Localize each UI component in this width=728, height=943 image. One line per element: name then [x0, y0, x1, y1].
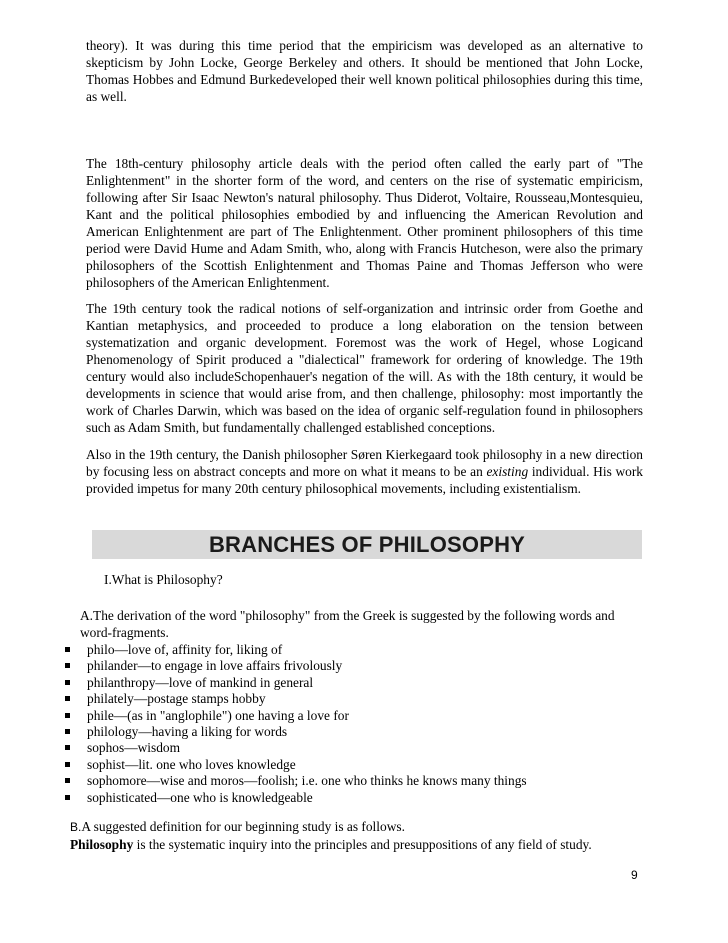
p4-text-start: Also in the 19th century, the Danish philosopher Søren Kierkegaard took philosophy in a new direction by focusing less on abstract concepts and more on what it means to be an	[86, 447, 643, 479]
list-item-text: philanthropy—love of mankind in general	[87, 674, 314, 690]
list-item	[62, 790, 527, 806]
definition-term: Philosophy	[70, 837, 134, 852]
definition-line	[70, 836, 592, 853]
section-b-letter: B.	[70, 820, 82, 834]
list-item	[62, 708, 527, 724]
square-bullet-icon	[65, 663, 70, 668]
list-item	[62, 658, 527, 674]
question-heading: I.What is Philosophy?	[104, 572, 223, 587]
list-item-text: sophomore—wise and moros—foolish; i.e. one who thinks he knows many things	[87, 773, 527, 789]
section-heading: BRANCHES OF PHILOSOPHY	[208, 532, 526, 557]
list-item-text: sophist—lit. one who loves knowledge	[87, 756, 296, 772]
list-item-text: phile—(as in "anglophile") one having a love for	[87, 707, 349, 723]
p4-text-end: individual. His work provided impetus for many 20th century philosophical movements, including existentialism.	[86, 464, 643, 496]
square-bullet-icon	[65, 745, 70, 750]
definition-text: is the systematic inquiry into the principles and presuppositions of any field of study.	[133, 837, 592, 852]
section-b-intro	[70, 818, 405, 836]
list-item-text: sophisticated—one who is knowledgeable	[87, 789, 313, 805]
list-item-text: philology—having a liking for words	[87, 724, 288, 740]
list-item	[62, 724, 527, 740]
list-item	[62, 757, 527, 773]
square-bullet-icon	[65, 647, 70, 652]
square-bullet-icon	[65, 729, 70, 734]
paragraph-18th-century: The 18th-century philosophy article deals with the period often called the early part of "The Enlightenment" in the shorter form of the word, and centers on the rise of systematic empiricism, following after Sir Isaac Newton's natural philosophy. Thus Diderot, Voltaire, Rousseau,Montesquieu, Kant and the political philosophies embodied by and influencing the American Revolution and American Enlightenment are part of The Enlightenment. Other prominent philosophers of this time period were David Hume and Adam Smith, who, along with Francis Hutcheson, were also the primary philosophers of the Scottish Enlightenment and Thomas Paine and Thomas Jefferson who were philosophers of the American Enlightenment.	[86, 156, 643, 290]
list-item	[62, 740, 527, 756]
square-bullet-icon	[65, 795, 70, 800]
paragraph-empiricism: theory). It was during this time period that the empiricism was developed as an alternative to skepticism by John Locke, George Berkeley and others. It should be mentioned that John Locke, Thomas Hobbes and Edmund Burkedeveloped their well known political philosophies during this time, as well.	[86, 38, 643, 104]
list-item-text: philately—postage stamps hobby	[87, 691, 266, 707]
word-fragment-list	[62, 642, 527, 806]
paragraph-19th-century: The 19th century took the radical notions of self-organization and intrinsic order from Goethe and Kantian metaphysics, and proceeded to produce a long elaboration on the tension between systematization and organic development. Foremost was the work of Hegel, whose Logicand Phenomenology of Spirit produced a "dialectical" framework for ordering of knowledge. The 19th century would also includeSchopenhauer's negation of the will. As with the 18th century, it would be developments in science that would arise from, and then challenge, philosophy: most importantly the work of Charles Darwin, which was based on the idea of organic self-regulation found in philosophers such as Adam Smith, but fundamentally challenged established conceptions.	[86, 301, 643, 435]
page-number: 9	[631, 868, 638, 882]
list-item-text: philo—love of, affinity for, liking of	[87, 642, 283, 657]
square-bullet-icon	[65, 778, 70, 783]
list-item-text: sophos—wisdom	[87, 740, 181, 756]
p4-emphasis: existing	[486, 464, 529, 479]
square-bullet-icon	[65, 696, 70, 701]
list-item-text: philander—to engage in love affairs frivolously	[87, 658, 343, 674]
square-bullet-icon	[65, 713, 70, 718]
list-item	[62, 675, 527, 691]
section-b-text: A suggested definition for our beginning study is as follows.	[81, 819, 405, 834]
list-item	[62, 773, 527, 789]
list-item	[62, 691, 527, 707]
section-a-intro: A.The derivation of the word "philosophy" from the Greek is suggested by the following words and word-fragments.	[80, 608, 615, 640]
square-bullet-icon	[65, 762, 70, 767]
square-bullet-icon	[65, 680, 70, 685]
list-item	[62, 642, 527, 658]
paragraph-kierkegaard	[86, 446, 643, 497]
